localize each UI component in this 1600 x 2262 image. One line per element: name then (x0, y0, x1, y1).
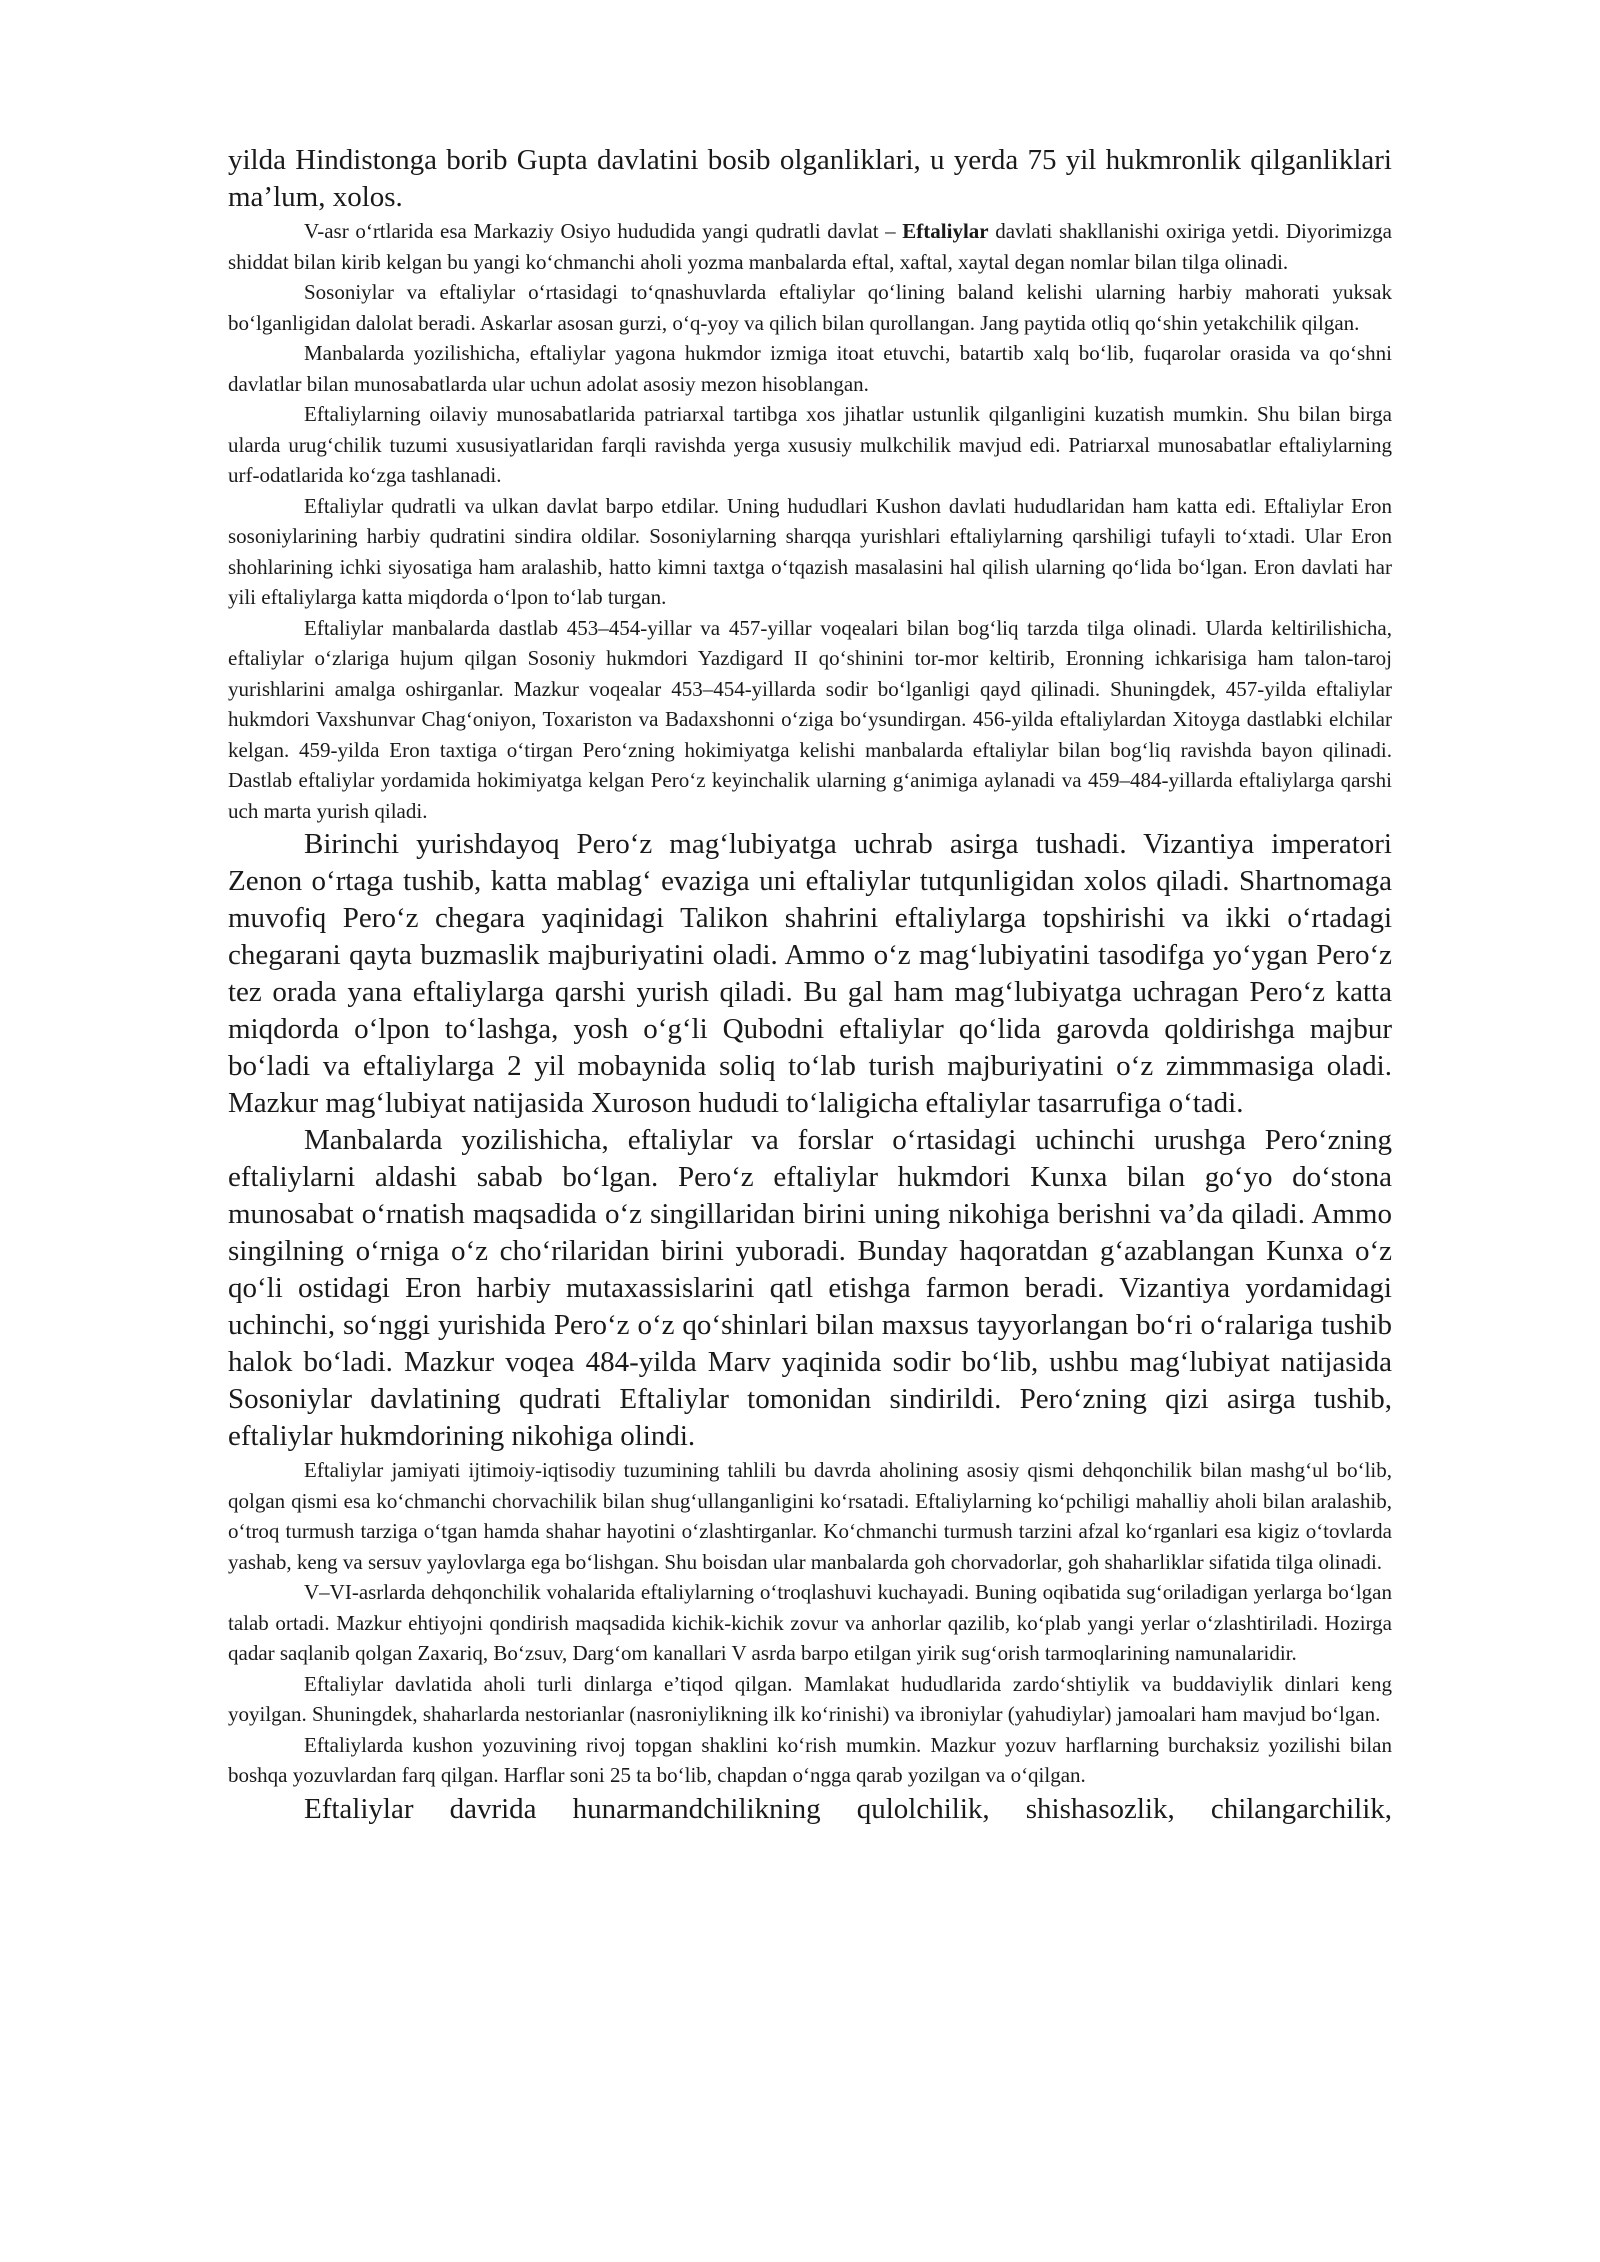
paragraph-first-campaign: Birinchi yurishdayoq Peroʻz magʻlubiyatga uchrab asirga tushadi. Vizantiya imperatori Zenon oʻrtaga tushib, katta mablagʻ evaziga uni eftaliylar tutqunligidan xolos qiladi. Shartnomaga muvofiq Peroʻz chegara yaqinidagi Talikon shahrini eftaliylarga topshirishi va ikki oʻrtadagi chegarani qayta buzmaslik majburiyatini oladi. Ammo oʻz magʻlubiyatini tasodifga yoʻygan Peroʻz tez orada yana eftaliylarga qarshi yurish qiladi. Bu gal ham magʻlubiyatga uchragan Peroʻz katta miqdorda oʻlpon toʻlashga, yosh oʻgʻli Qubodni eftaliylar qoʻlida garovda qoldirishga majbur boʻladi va eftaliylarga 2 yil mobaynida soliq toʻlab turish majburiyatini oʻz zimmmasiga oladi. Mazkur magʻlubiyat natijasida Xuroson hududi toʻlaligicha eftaliylar tasarrufiga oʻtadi. (228, 828, 1392, 1119)
paragraph-society: Eftaliylar jamiyati ijtimoiy-iqtisodiy tuzumining tahlili bu davrda aholining asosiy qismi dehqonchilik bilan mashgʻul boʻlib, qolgan qismi esa koʻchmanchi chorvachilik bilan shugʻullanganligini koʻrsatadi. Eftaliylarning koʻpchiligi mahalliy aholi bilan aralashib, oʻtroq turmush tarziga oʻtgan hamda shahar hayotini oʻzlashtirganlar. Koʻchmanchi turmush tarzini afzal koʻrganlari esa kigiz oʻtovlarda yashab, keng va sersuv yaylovlarga ega boʻlishgan. Shu boisdan ular manbalarda goh chorvadorlar, goh shaharliklar sifatida tilga olinadi. (228, 1458, 1392, 1574)
document-page (228, 142, 1392, 1828)
paragraph-power: Eftaliylar qudratli va ulkan davlat barpo etdilar. Uning hududlari Kushon davlati hududlaridan ham katta edi. Eftaliylar Eron sosoniylarining harbiy qudratini sindira oldilar. Sosoniylarning sharqqa yurishlari eftaliylarning qarshiligi tufayli toʻxtadi. Ular Eron shohlarining ichki siyosatiga ham aralashib, hatto kimni taxtga oʻtqazish masalasini hal qilish ularning qoʻlida boʻlgan. Eron davlati har yili eftaliylarga katta miqdorda oʻlpon toʻlab turgan. (228, 493, 1392, 609)
paragraph-writing: Eftaliylarda kushon yozuvining rivoj topgan shaklini koʻrish mumkin. Mazkur yozuv harflarning burchaksiz yozilishi bilan boshqa yozuvlardan farq qilgan. Harflar soni 25 ta boʻlib, chapdan oʻngga qarab yozilgan va oʻqilgan. (228, 1732, 1392, 1787)
paragraph-text: V-asr oʻrtlarida esa Markaziy Osiyo hududida yangi qudratli davlat – (304, 219, 903, 243)
paragraph-eftaliylar-state (228, 216, 1392, 277)
bold-term: Eftaliylar (902, 219, 989, 243)
paragraph-intro: yilda Hindistonga borib Gupta davlatini bosib olganliklari, u yerda 75 yil hukmronlik qilganliklari ma’lum, xolos. (228, 144, 1392, 213)
paragraph-text: davlati shakllanishi oxiriga yetdi. Diyorimizga shiddat bilan kirib kelgan bu yangi koʻchmanchi aholi yozma manbalarda eftal, xaftal, xaytal degan nomlar bilan tilga olinadi. (228, 219, 1392, 274)
paragraph-sources: Eftaliylar manbalarda dastlab 453–454-yillar va 457-yillar voqealari bilan bogʻliq tarzda tilga olinadi. Ularda keltirilishicha, eftaliylar oʻzlariga hujum qilgan Sosoniy hukmdori Yazdigard II qoʻshinini tor-mor keltirib, Eronning ichkarisiga ham talon-taroj yurishlarini amalga oshirganlar. Mazkur voqealar 453–454-yillarda sodir boʻlganligi qayd qilinadi. Shuningdek, 457-yilda eftaliylar hukmdori Vaxshunvar Chagʻoniyon, Toxariston va Badaxshonni oʻziga boʻysundirgan. 456-yilda eftaliylardan Xitoyga dastlabki elchilar kelgan. 459-yilda Eron taxtiga oʻtirgan Peroʻzning hokimiyatga kelishi manbalarda eftaliylar bilan bogʻliq ravishda bayon qilinadi. Dastlab eftaliylar yordamida hokimiyatga kelgan Peroʻz keyinchalik ularning gʻanimiga aylanadi va 459–484-yillarda eftaliylarga qarshi uch marta yurish qiladi. (228, 615, 1392, 823)
paragraph-military: Sosoniylar va eftaliylar oʻrtasidagi toʻqnashuvlarda eftaliylar qoʻlining baland kelishi ularning harbiy mahorati yuksak boʻlganligidan dalolat beradi. Askarlar asosan gurzi, oʻq-yoy va qilich bilan qurollangan. Jang paytida otliq qoʻshin yetakchilik qilgan. (228, 280, 1392, 335)
paragraph-crafts: Eftaliylar davrida hunarmandchilikning qulolchilik, shishasozlik, chilangarchilik, (304, 1792, 1392, 1825)
paragraph-third-war: Manbalarda yozilishicha, eftaliylar va forslar oʻrtasidagi uchinchi urushga Peroʻzning eftaliylarni aldashi sabab boʻlgan. Peroʻz eftaliylar hukmdori Kunxa bilan goʻyo doʻstona munosabat oʻrnatish maqsadida oʻz singillaridan birini uning nikohiga berishni va’da qiladi. Ammo singilning oʻrniga oʻz choʻrilaridan birini yuboradi. Bunday haqoratdan gʻazablangan Kunxa oʻz qoʻli ostidagi Eron harbiy mutaxassislarini qatl etishga farmon beradi. Vizantiya yordamidagi uchinchi, soʻnggi yurishida Peroʻz oʻz qoʻshinlari bilan maxsus tayyorlangan boʻri oʻralariga tushib halok boʻladi. Mazkur voqea 484-yilda Marv yaqinida sodir boʻlib, ushbu magʻlubiyat natijasida Sosoniylar davlatining qudrati Eftaliylar tomonidan sindirildi. Peroʻzning qizi asirga tushib, eftaliylar hukmdorining nikohiga olindi. (228, 1124, 1392, 1452)
paragraph-religion: Eftaliylar davlatida aholi turli dinlarga e’tiqod qilgan. Mamlakat hududlarida zardoʻshtiylik va buddaviylik dinlari keng yoyilgan. Shuningdek, shaharlarda nestorianlar (nasroniylikning ilk koʻrinishi) va ibroniylar (yahudiylar) jamoalari ham mavjud boʻlgan. (228, 1671, 1392, 1726)
paragraph-justice: Manbalarda yozilishicha, eftaliylar yagona hukmdor izmiga itoat etuvchi, batartib xalq boʻlib, fuqarolar orasida va qoʻshni davlatlar bilan munosabatlarda ular uchun adolat asosiy mezon hisoblangan. (228, 341, 1392, 396)
paragraph-agriculture: V–VI-asrlarda dehqonchilik vohalarida eftaliylarning oʻtroqlashuvi kuchayadi. Buning oqibatida sugʻoriladigan yerlarga boʻlgan talab ortadi. Mazkur ehtiyojni qondirish maqsadida kichik-kichik zovur va anhorlar qazilib, koʻplab yangi yerlar oʻzlashtiriladi. Hozirga qadar saqlanib qolgan Zaxariq, Boʻzsuv, Dargʻom kanallari V asrda barpo etilgan yirik sugʻorish tarmoqlarining namunalaridir. (228, 1580, 1392, 1665)
paragraph-family: Eftaliylarning oilaviy munosabatlarida patriarxal tartibga xos jihatlar ustunlik qilganligini kuzatish mumkin. Shu bilan birga ularda urugʻchilik tuzumi xususiyatlaridan farqli ravishda yerga xususiy mulkchilik mavjud edi. Patriarxal munosabatlar eftaliylarning urf-odatlarida koʻzga tashlanadi. (228, 402, 1392, 487)
